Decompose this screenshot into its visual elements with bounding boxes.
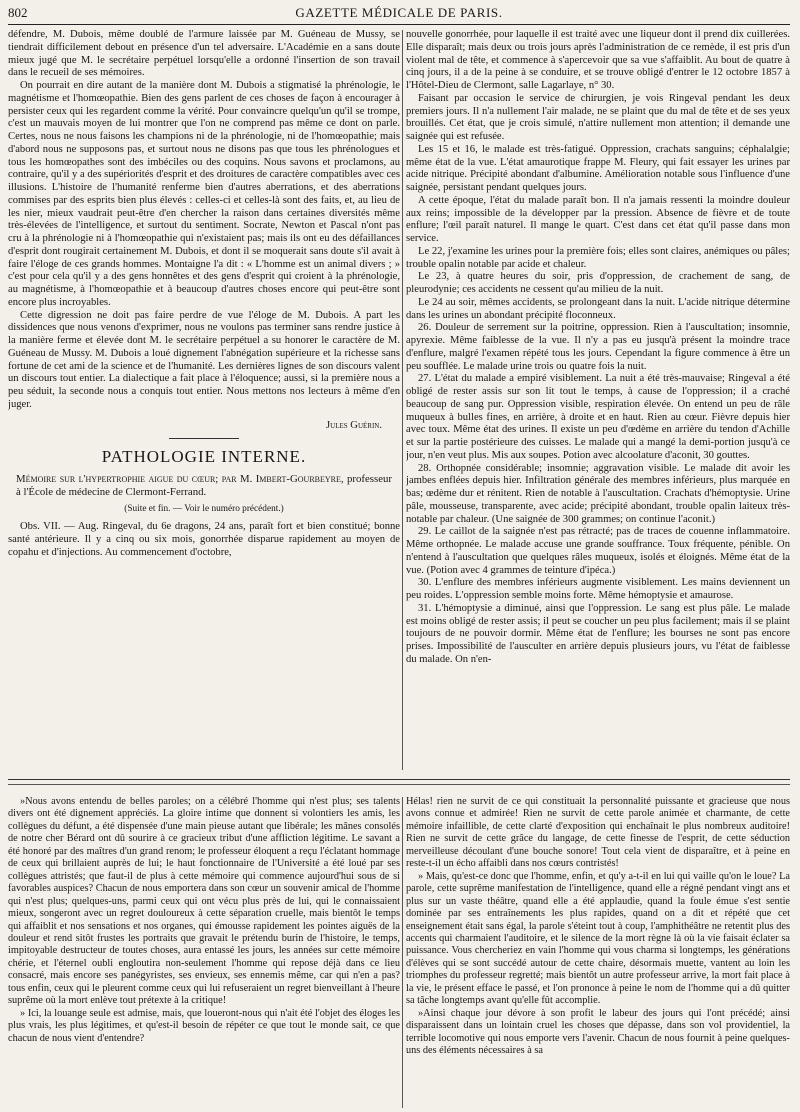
paragraph: Le 22, j'examine les urines pour la première fois; elles sont claires, anémiques ou pâles; trouble opalin notable par acide et chaleur.	[406, 245, 790, 270]
section-separator-thin	[8, 784, 790, 785]
paragraph: Les 15 et 16, le malade est très-fatigué. Oppression, crachats sanguins; céphalalgie; même état de la vue. L'état amaurotique frappe M. Fleury, qui fait essayer les urines par acide nitrique. Précipité abondant d'albumine. Amélioration notable sous l'influence d'une saignée, persistant pendant quelques jours.	[406, 143, 790, 193]
paragraph: » Ici, la louange seule est admise, mais, que loueront-nous qui n'ait été l'objet des éloges les plus vrais, les plus légitimes, et qu'est-il besoin de répéter ce que tout le monde sait, ce que chacun de nous vient d'entendre?	[8, 1007, 400, 1044]
page-number: 802	[8, 5, 28, 20]
paragraph: Le 24 au soir, mêmes accidents, se prolongeant dans la nuit. L'acide nitrique détermine dans les urines un abondant précipité floconneux.	[406, 296, 790, 321]
column-bottom-left	[8, 796, 400, 1108]
paragraph: » Mais, qu'est-ce donc que l'homme, enfin, et qu'y a-t-il en lui qui vaille qu'on le loue? La parole, cette suprême manifestation de l'intelligence, quand elle a régné pendant vingt ans et plus sur un vaste théâtre, quand elle a été applaudie, quand la foule émue s'est sentie dominée par ses entraînements les plus rapides, quand on a dit et répété que cet enseignement était sans égal, la parole s'éteint tout à coup, l'amphithéâtre ne retentit plus des accents qui charmaient l'auditoire, et le silence de la mort règne là où la vie faisait éclater sa puissance. Vous chercheriez en vain l'homme qui vous charma si longtemps, les générations d'élèves qui se sont succédé autour de cette chaire, désormais muette, vantent au loin les triomphes du professeur regretté; mais bientôt un autre professeur arrive, la mort fait place à la vie, le présent efface le passé, et l'on prononce à peine le nom de l'homme qui a dû quitter sa tâche longtemps avant qu'elle fût accomplie.	[406, 870, 790, 1007]
memoir-title	[8, 473, 400, 499]
paragraph: A cette époque, l'état du malade paraît bon. Il n'a jamais ressenti la moindre douleur aux reins; impossible de la développer par la pression. Absence de fièvre et de toute enflure; l'œil paraît naturel. Il mange le quart. C'est dans cet état qu'il passe dans mon service.	[406, 194, 790, 244]
paragraph: Hélas! rien ne survit de ce qui constituait la personnalité puissante et gracieuse que nous avons connue et admirée! Rien ne survit de cette parole animée et charmante, de cette mémoire infaillible, de cette clarté d'exposition qui enchaînait le plus nombreux auditoire! Rien ne survit de cette grâce du langage, de cette finesse de l'esprit, de cette séduction merveilleuse découlant d'une bouche sonore! Tout cela vient de disparaître, et à peine en reste-t-il un écho affaibli dans nos cœurs contristés!	[406, 796, 790, 870]
column-divider-bottom	[402, 797, 403, 1108]
paragraph: 28. Orthopnée considérable; insomnie; aggravation visible. Le malade dit avoir les jambes enflées depuis hier. Infiltration générale des membres inférieurs, plus marquée en bas; œdème dur et rénitent. Rien de notable à l'auscultation. Crachats d'hémoptysie. Urine pâle, mousseuse, transparente, avec acide; précipité abondant, trouble opalin laiteux très-notable par chaleur. (Une saignée de 300 grammes; on continue l'aconit.)	[406, 462, 790, 525]
column-divider	[402, 30, 403, 770]
section-rule	[169, 438, 239, 439]
page-header	[8, 4, 790, 25]
column-top-left	[8, 29, 400, 771]
continuation-note: (Suite et fin. — Voir le numéro précédent.)	[124, 504, 284, 515]
paragraph: 29. Le caillot de la saignée n'est pas rétracté; pas de traces de couenne inflammatoire. Même orthopnée. Le malade accuse une grande souffrance. Toux fréquente, pénible. On n'entend à l'auscultation que quelques râles muqueux, isolés et éloignés. Même état de la vue. (Potion avec 4 grammes de teinture d'ipéca.)	[406, 526, 790, 576]
paragraph: On pourrait en dire autant de la manière dont M. Dubois a stigmatisé la phrénologie, le magnétisme et l'homœopathie. Bien des gens parlent de ces choses de façon à encourager à persister ceux qui les regardent comme la vérité. Pour convaincre quelqu'un qu'il se trompe, c'est un mauvais moyen de lui montrer que l'on ne comprend pas même ce dont on parle. Certes, nous ne nous faisons les champions ni de la phrénologie, ni de l'homœopathie; mais d'abord nous ne supposons pas, et surtout nous ne disons pas que tous les phrénologues et tous les homœopathes sont des imbéciles ou des coquins. Nous savons et proclamons, au contraire, qu'il y a des supériorités d'esprit et des droitures de caractère compatibles avec ces illusions. L'histoire de l'humanité renferme bien d'autres aberrations, et des aberrations commises par des esprits bien plus élevés : celles-ci et celles-là sont des faits, et, au lieu de les nier, mieux vaudrait peut-être d'en chercher la raison dans certaines diversités même très-élevées de l'intelligence, et surtout du sentiment. Socrate, Newton et Pascal n'ont pas cru à la phrénologie ni à l'homœopathie qui n'existaient pas; mais ils ont eu des défaillances d'esprit dont rougirait certainement M. Dubois, et dont il se moquerait sans doute s'il avait à faire l'éloge de ces grands hommes. Montaigne l'a dit : « L'homme est un animal divers ; » c'est pour cela qu'il y a des gens honnêtes et des gens d'esprit qui croient à la phrénologie, au magnétisme, à l'homœopathie et à beaucoup d'autres choses encore qui peut-être sont encore plus incroyables.	[8, 80, 400, 308]
journal-title: GAZETTE MÉDICALE DE PARIS.	[295, 5, 503, 20]
paragraph: 27. L'état du malade a empiré visiblement. La nuit a été très-mauvaise; Ringeval a été obligé de rester assis sur son lit tout le temps, à cause de l'oppression; il a craché beaucoup de sang pur. Oppression visible, respiration élevée. On entend un peu de râle muqueux à bulles fines, en arrière, à droite et en haut. Rien au cœur. Fièvre depuis hier avec toux. Même état des urines. Il existe un peu d'œdème en arrière du tendon d'Achille et sur la partie postérieure des cuisses. Le malade qui a mangé la demi-portion jusqu'à ce jour, n'en veut plus. Mis aux soupes. Potion avec alcoolature d'aconit, 30 gouttes.	[406, 373, 790, 461]
column-bottom-right	[406, 796, 790, 1108]
column-top-right	[406, 29, 790, 771]
paragraph: »Nous avons entendu de belles paroles; on a célébré l'homme qui n'est plus; ses talents divers ont été dignement appréciés. La gloire intime que donnent si volontiers les amis, les collègues du défunt, a été dispensée d'une main pieuse autant que libérale; les mânes consolés de notre cher Bérard ont dû sourire à ce gracieux tribut d'une affliction légitime. Le savant a été honoré par des maîtres d'un grand renom; le professeur éloquent a reçu l'éclatant hommage de ceux qui brillaient auprès de lui; le haut fonctionnaire de l'Université a été loué par ses collègues attristés; que faut-il de plus à cette mémoire qui commence aujourd'hui sous de si favorables auspices? Chacun de nous emportera dans son cœur un souvenir amical de l'homme qui n'est plus; quelques-uns, parmi ceux qui ont vécu plus près de lui, qui le connaissaient mieux, songeront avec un regret douloureux à cette séparation cruelle, mais bientôt le temps qui affaiblit et nos sensations et nos organes, qui émousse rapidement les pointes aiguës de la douleur et rend sitôt frustes les portraits que gravait le prétendu burin de l'histoire, le temps, impitoyable destructeur de toutes choses, aura entassé les jours, les années sur cette mémoire chérie, et l'éternel oubli engloutira non-seulement l'homme qui repose déjà dans ce lieu consacré, mais encore ses panégyristes, ses envieux, ses ennemis même, car qui n'en a pas? tous enfin, ceux qui le pleurent comme ceux qui lui refuseraient un regret bienveillant à l'heure suprême où la mort enlève tout prétexte à la critique!	[8, 796, 400, 1007]
observation-paragraph: Obs. VII. — Aug. Ringeval, du 6e dragons, 24 ans, paraît fort et bien constitué; bonne santé antérieure. Il y a cinq ou six mois, gonorrhée disparue rapidement au moyen de copahu et d'injections. Au commencement d'octobre,	[8, 521, 400, 558]
paragraph: Faisant par occasion le service de chirurgien, je vois Ringeval pendant les deux premiers jours. Il n'a nullement l'air malade, ne se plaint que du mal de tête et de ses yeux brouillés. Cet état, que je crois simulé, n'attire nullement mon attention; il demande une saignée qui est refusée.	[406, 92, 790, 142]
paragraph: défendre, M. Dubois, même doublé de l'armure laissée par M. Guéneau de Mussy, se tiendrait difficilement debout en présence d'un tel adversaire. L'Académie en a sans doute mieux jugé que M. le secrétaire perpétuel lorsqu'elle a ordonné l'insertion de son travail dans le recueil de ses mémoires.	[8, 29, 400, 79]
paragraph: »Ainsi chaque jour dévore à son profit le labeur des jours qui l'ont précédé; ainsi disparaissent dans un lointain cruel les choses que dépasse, dans son vol providentiel, la terrible locomotive qui nous emporte vers l'avenir. Chacun de nous fournit à peine quelques-uns des éléments nécessaires à sa	[406, 1007, 790, 1057]
paragraph: 30. L'enflure des membres inférieurs augmente visiblement. Les mains deviennent un peu roides. L'oppression semble moins forte. Même hémoptysie et amaurose.	[406, 577, 790, 601]
paragraph: 26. Douleur de serrement sur la poitrine, oppression. Rien à l'auscultation; insomnie, apyrexie. Même faiblesse de la vue. Il n'y a pas eu jusqu'à présent la moindre trace d'enflure, malgré l'examen répété tous les jours. Cependant la figure commence à être un peu soufflée. Le malade urine trois ou quatre fois la nuit.	[406, 322, 790, 372]
author-signature: Jules Guérin.	[326, 419, 382, 431]
paragraph: 31. L'hémoptysie a diminué, ainsi que l'oppression. Le sang est plus pâle. Le malade est moins obligé de rester assis; il peut se coucher un peu plus facilement; mais il se plaint toujours de ne pouvoir dormir. Même état de l'enflure; les bourses ne sont pas encore prises. Impossibilité de l'ausculter en arrière depuis plusieurs jours, vu l'état de faiblesse du malade. On n'en-	[406, 602, 790, 665]
paragraph: Cette digression ne doit pas faire perdre de vue l'éloge de M. Dubois. A part les dissidences que nous venons d'exprimer, nous ne voulons pas terminer sans rendre justice à la manière ferme et élevée dont M. le secrétaire perpétuel a su honorer le caractère de M. Guéneau de Mussy. M. Dubois a loué dignement l'abnégation supérieure et la richesse sans fortune de cet ami de la science et de l'humanité. Les dernières lignes de son discours valent un discours tout entier. La dialectique a fait place à l'éloquence; aussi, si la première nous a peu séduit, la seconde nous a conquis tout entier. Nous mettons nos lecteurs à même d'en juger.	[8, 309, 400, 410]
paragraph: nouvelle gonorrhée, pour laquelle il est traité avec une liqueur dont il prend dix cuillerées. Elle disparaît; mais deux ou trois jours après l'administration de ce remède, il est pris d'un violent mal de tête, et commence à s'apercevoir que sa vue s'affaiblit. Au bout de quatre à cinq jours, il a de la peine à se conduire, et se trouve obligé d'entrer le 12 octobre 1857 à l'Hôtel-Dieu de Clermont, salle Lagarlaye, n° 30.	[406, 29, 790, 91]
section-title: PATHOLOGIE INTERNE.	[101, 447, 307, 467]
paragraph: Le 23, à quatre heures du soir, pris d'oppression, de crachement de sang, de pleurodynie; ces accidents ne cessent qu'au milieu de la nuit.	[406, 271, 790, 295]
memoir-title-rest: professeur à l'École de médecine de Clermont-Ferrand.	[16, 473, 392, 499]
memoir-title-lead: Mémoire sur l'hypertrophie aigue du cœur; par M. Imbert-Gourbeyre,	[16, 473, 344, 486]
section-separator	[8, 779, 790, 780]
